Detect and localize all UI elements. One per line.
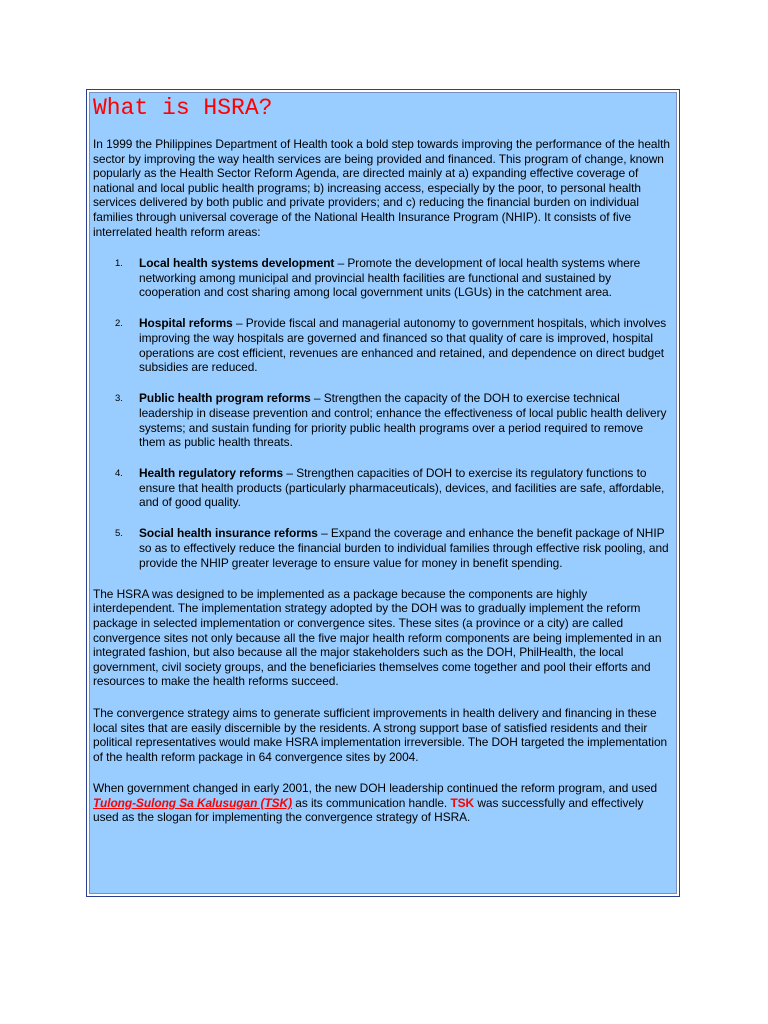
reform-description: – Expand the coverage and enhance the benefit package of NHIP so as to effectively reduce the financial burden to individual families through effective risk pooling, and provide the NHIP greater leverage to ensure value for money in benefit spending. (139, 526, 669, 570)
reform-description: – Promote the development of local health systems where networking among municipal and provincial health facilities are functional and sustained by cooperation and cost sharing among local government units (LGUs) in the catchment area. (139, 256, 641, 300)
content-frame (86, 89, 680, 897)
tsk-link[interactable]: Tulong-Sulong Sa Kalusugan (TSK) (93, 795, 292, 810)
list-item (93, 466, 672, 510)
reform-areas-list (93, 256, 672, 570)
intro-paragraph: In 1999 the Philippines Department of Health took a bold step towards improving the performance of the health sector by improving the way health services are being provided and financed. This program of change, known popularly as the Health Sector Reform Agenda, are directed mainly at a) expanding effective coverage of national and local public health programs; b) increasing access, especially by the poor, to personal health services delivered by both public and private providers; and c) reducing the financial burden on individual families through universal coverage of the National Health Insurance Program (NHIP). It consists of five interrelated health reform areas: (93, 137, 670, 239)
reform-heading: Hospital reforms (139, 316, 233, 331)
list-number: 3. (115, 393, 123, 405)
list-item (93, 316, 672, 374)
list-item (93, 256, 672, 300)
convergence-paragraph: The convergence strategy aims to generate sufficient improvements in health delivery and financing in these local sites that are easily discernible by the residents. A strong support base of satisfied residents and their political representatives would make HSRA implementation irreversible. The DOH targeted the implementation of the health reform package in 64 convergence sites by 2004. (93, 705, 668, 764)
reform-heading: Public health program reforms (139, 391, 311, 406)
list-number: 5. (115, 528, 123, 540)
page-title: What is HSRA? (93, 95, 273, 121)
package-paragraph: The HSRA was designed to be implemented as a package because the components are highly interdependent. The implementation strategy adopted by the DOH was to gradually implement the reform package in selected implementation or convergence sites. These sites (a province or a city) are called convergence sites not only because all the five major health reform components are being implemented in an integrated fashion, but also because all the major stakeholders such as the DOH, PhilHealth, the local government, civil society groups, and the beneficiaries themselves come together and pool their efforts and resources to make the health reforms succeed. (93, 586, 662, 689)
reform-description: – Strengthen the capacity of the DOH to exercise technical leadership in disease prevention and control; enhance the effectiveness of local public health delivery systems; and sustain funding for priority public health programs over a period required to remove them as public health threats. (139, 391, 667, 450)
hsra-panel (89, 92, 677, 894)
final-text-part3: was successfully and effectively used as the slogan for implementing the convergence strategy of HSRA. (93, 795, 644, 825)
reform-heading: Local health systems development (139, 256, 335, 271)
list-number: 4. (115, 468, 123, 480)
final-text-part2: as its communication handle. (292, 795, 451, 810)
reform-heading: Social health insurance reforms (139, 526, 318, 541)
final-text-part1: When government changed in early 2001, the new DOH leadership continued the reform program, and used (93, 781, 658, 796)
reform-description: – Provide fiscal and managerial autonomy to government hospitals, which involves improving the way hospitals are governed and financed so that quality of care is improved, hospital operations are cost efficient, revenues are enhanced and retained, and dependence on direct budget subsidies are reduced. (139, 316, 667, 375)
list-item (93, 526, 672, 570)
reform-heading: Health regulatory reforms (139, 466, 284, 481)
reform-description: – Strengthen capacities of DOH to exercise its regulatory functions to ensure that health products (particularly pharmaceuticals), devices, and facilities are safe, affordable, and of good quality. (139, 466, 665, 510)
final-paragraph (93, 781, 672, 825)
tsk-label: TSK (450, 795, 475, 810)
list-number: 2. (115, 318, 123, 330)
list-number: 1. (115, 258, 123, 270)
list-item (93, 391, 672, 449)
